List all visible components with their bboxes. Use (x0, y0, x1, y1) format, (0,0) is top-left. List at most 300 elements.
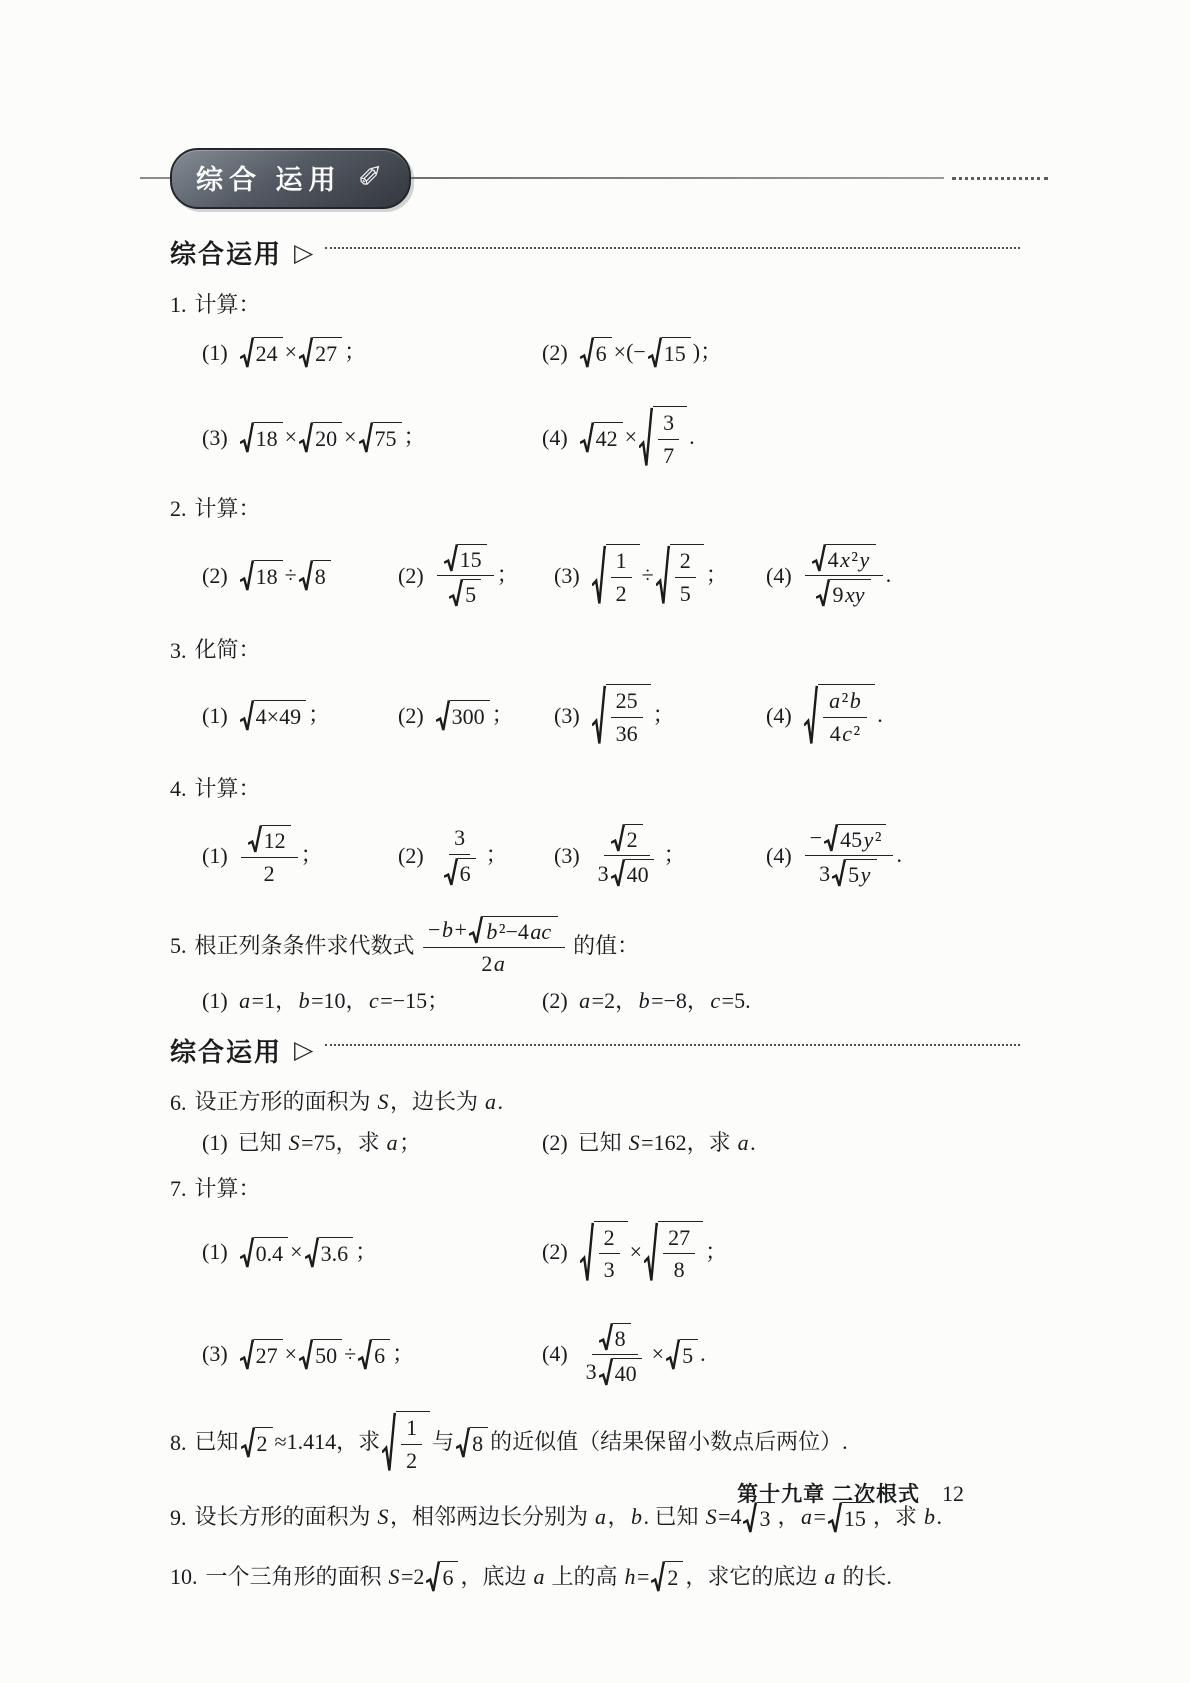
numerator (592, 1322, 638, 1355)
radical-sign (824, 824, 838, 852)
denominator (442, 576, 488, 608)
math-expression: 已知 2 ≈1.414，求 $\frac{1}{2}$ 与 8 的近似值（结果保留小数点后两位）. (195, 1411, 848, 1474)
radical-sign (240, 337, 254, 369)
triangle-icon: ▷ (294, 1037, 314, 1065)
fraction (658, 409, 679, 469)
problem-number: 5. (170, 932, 187, 958)
item-number: (1) (202, 988, 228, 1014)
radicand: 0.4 (254, 1237, 289, 1269)
math-expression: $\frac{1}{2}$ ÷ $\frac{2}{5}$ ； (590, 544, 728, 607)
radical-sign (359, 422, 373, 454)
math-expression: 8 3 40 × 5 . (578, 1322, 706, 1388)
radicand (396, 1411, 430, 1474)
radical (639, 406, 687, 469)
radical-sign (580, 422, 594, 454)
math-expression: 已知 S =75，求 a ； (238, 1129, 421, 1158)
exercise-item (542, 406, 1020, 469)
radical (359, 422, 402, 454)
fraction (611, 687, 643, 747)
numerator (241, 824, 298, 857)
radicand: 27 (254, 1339, 283, 1371)
radicand: 8 (613, 1323, 631, 1351)
radical (648, 337, 691, 369)
radical-sign (592, 684, 606, 747)
item-number: (2) (542, 339, 568, 365)
variable: b (298, 988, 310, 1014)
radical-sign (444, 544, 458, 572)
radical (299, 560, 331, 592)
radicand: 300 (450, 700, 490, 732)
fraction (423, 915, 565, 978)
numerator: 2 (599, 1224, 620, 1254)
radicand: 40 (625, 859, 654, 887)
problem-number: 1. (170, 292, 187, 317)
content-blocks (170, 234, 1020, 1593)
radical-sign (299, 422, 313, 454)
numerator: 1 (611, 547, 632, 577)
radicand: 20 (313, 422, 342, 454)
math-expression: $\frac{12}{2}$ ； (238, 824, 323, 887)
fraction (593, 823, 661, 889)
rule-left-segment (140, 177, 170, 179)
problem (170, 915, 1020, 1016)
denominator: 3 (603, 1257, 615, 1283)
radicand: 5 y (846, 859, 877, 887)
denominator (809, 576, 878, 608)
variable: a (801, 1504, 812, 1530)
variable: b (849, 688, 861, 714)
variable: y (863, 826, 874, 852)
exercise-item (766, 823, 1020, 889)
problem-title: 计算： (194, 495, 261, 521)
variable: S (628, 1129, 640, 1155)
radical (299, 1339, 342, 1371)
radicand: b ²−4 ac (483, 916, 558, 944)
item-number: (3) (202, 424, 228, 450)
denominator: 2 (406, 1447, 418, 1473)
problem (170, 1173, 1020, 1387)
radical-sign (449, 579, 463, 607)
radical (444, 544, 487, 572)
radical (469, 916, 558, 944)
item-number: (1) (202, 842, 228, 868)
denominator: 5 (679, 580, 691, 606)
radical (449, 579, 481, 607)
radical-sign (240, 422, 254, 454)
variable: a (829, 688, 841, 714)
problem-number: 7. (170, 1176, 187, 1202)
exercise-item (398, 543, 554, 609)
exercise-item (398, 824, 554, 887)
triangle-icon: ▷ (294, 239, 314, 267)
radicand: 75 (373, 422, 402, 454)
radical-sign (656, 544, 670, 607)
problem-items (170, 543, 1020, 609)
numerator: 3 (449, 824, 470, 854)
section-banner (170, 148, 411, 209)
item-number: (4) (766, 562, 792, 588)
radical-sign (812, 544, 826, 572)
radical (599, 1358, 642, 1386)
radicand (653, 406, 687, 469)
denominator: 3 40 (581, 1355, 649, 1387)
radical-sign (240, 1339, 254, 1371)
denominator: 3 40 (593, 856, 661, 888)
exercise-item (202, 337, 542, 369)
radicand: 6 (594, 337, 612, 369)
math-expression: 18 ÷ 8 (238, 560, 333, 592)
item-number: (2) (542, 1239, 568, 1265)
radical-sign (816, 579, 830, 607)
radical-sign (644, 1221, 658, 1284)
item-number: (4) (766, 842, 792, 868)
item-number: (2) (542, 1129, 568, 1155)
math-expression: 42 × $\frac{3}{7}$ . (578, 406, 695, 469)
radicand: 2 (625, 824, 643, 852)
radical-sign (611, 824, 625, 852)
fraction (437, 824, 483, 887)
radical (824, 824, 886, 852)
problem-heading (170, 493, 1020, 525)
problem-items (170, 987, 1020, 1016)
radical-sign (240, 700, 254, 732)
radical-sign (444, 858, 458, 886)
exercise-item (202, 560, 398, 592)
numerator (604, 823, 650, 856)
radical (651, 1561, 683, 1593)
radicand: 40 (613, 1358, 642, 1386)
rule-dotted-end (952, 177, 1048, 180)
math-expression: 已知 S =162，求 a . (578, 1129, 756, 1158)
problem-heading (170, 915, 1020, 978)
fraction (241, 824, 298, 887)
radical-sign (599, 1358, 613, 1386)
section-title: 综合运用 (170, 1037, 283, 1067)
radical (240, 422, 283, 454)
radicand: 5 (680, 1339, 698, 1371)
variable: c (842, 720, 853, 746)
numerator: 3 (658, 409, 679, 439)
radical (240, 1339, 283, 1371)
radical (305, 1237, 354, 1269)
math-expression: 设长方形的面积为 S ，相邻两边长分别为 a ， b . 已知 S =4 3 ， a = 15 ，求 b . (195, 1502, 942, 1534)
radicand (818, 684, 876, 747)
radical (580, 422, 623, 454)
exercise-item (542, 1322, 1020, 1388)
variable: h (624, 1563, 636, 1589)
radical-sign (651, 1561, 665, 1593)
item-number: (2) (398, 842, 424, 868)
radical-sign (580, 1221, 594, 1284)
math-expression: 300 ； (434, 700, 514, 732)
math-expression: $\frac{25}{36}$ ； (590, 684, 675, 747)
exercise-item (202, 1237, 542, 1269)
item-number: (3) (554, 562, 580, 588)
numerator: − b + b ²−4 ac (423, 915, 565, 948)
item-number: (2) (398, 702, 424, 728)
radical (248, 825, 291, 853)
radical-sign (639, 406, 653, 469)
math-expression: 4×49 ； (238, 700, 330, 732)
radicand (594, 1221, 628, 1284)
radical (656, 544, 704, 607)
problem (170, 1561, 1020, 1593)
radical-sign (456, 1427, 470, 1459)
problem-number: 6. (170, 1089, 187, 1115)
problem-number: 9. (170, 1504, 187, 1530)
radical-sign (299, 560, 313, 592)
variable: a (579, 988, 591, 1014)
radical-sign (358, 1339, 372, 1371)
math-expression: $\frac{3}{6}$ ； (434, 824, 508, 887)
math-expression: 27 × 50 ÷ 6 ； (238, 1339, 415, 1371)
exercise-item (542, 1221, 1020, 1284)
radical-sign (611, 859, 625, 887)
problem (170, 289, 1020, 469)
radical (456, 1427, 488, 1459)
radical-sign (426, 1561, 440, 1593)
radicand: 5 (463, 579, 481, 607)
math-expression: − 45 y ² 3 5 y . (802, 823, 902, 889)
exercise-item (766, 543, 1020, 609)
item-number: (4) (542, 1341, 568, 1367)
problem-title: 设正方形的面积为 S ，边长为 a . (195, 1088, 504, 1117)
radical (382, 1411, 430, 1474)
math-expression: 2 3 40 ； (590, 823, 686, 889)
radical (580, 337, 612, 369)
denominator: 2 (263, 860, 275, 886)
numerator (437, 543, 494, 576)
radical-sign (248, 825, 262, 853)
math-expression: 4 x ² y 9 xy . (802, 543, 892, 609)
variable: b (638, 988, 650, 1014)
problem-number: 4. (170, 776, 187, 802)
exercise-item (542, 1129, 1020, 1158)
variable: b (631, 1504, 643, 1530)
radical (240, 560, 283, 592)
problem-items (170, 337, 1020, 469)
item-number: (4) (542, 424, 568, 450)
problem-number: 10. (170, 1564, 198, 1590)
numerator: a ² b (823, 687, 868, 717)
problem (170, 635, 1020, 747)
problem (170, 493, 1020, 608)
radicand: 9 xy (830, 579, 871, 607)
fraction (823, 687, 868, 747)
radical (816, 579, 871, 607)
fraction (581, 1322, 649, 1388)
problem-number: 3. (170, 637, 187, 663)
radicand: 15 (842, 1502, 871, 1534)
radical-sign (666, 1339, 680, 1371)
variable: b (923, 1504, 935, 1530)
item-number: (1) (202, 1239, 228, 1265)
radical (299, 337, 342, 369)
exercise-item (766, 684, 1020, 747)
item-number: (2) (542, 988, 568, 1014)
math-expression: 24 × 27 ； (238, 337, 366, 369)
variable: a (533, 1563, 545, 1589)
dotted-leader (325, 1044, 1020, 1046)
radical (241, 1427, 273, 1459)
radical-sign (580, 337, 594, 369)
radicand: 18 (254, 560, 283, 592)
variable: S (377, 1504, 389, 1530)
variable: b (486, 918, 498, 944)
denominator: 36 (615, 720, 638, 746)
problem (170, 773, 1020, 888)
radicand: 15 (662, 337, 691, 369)
radical (592, 684, 651, 747)
section-title: 综合运用 (170, 240, 283, 269)
radical (599, 1323, 631, 1351)
denominator: 4 c ² (829, 720, 861, 746)
radical (240, 337, 283, 369)
pencil-icon: ✐ (357, 160, 383, 194)
variable: a (485, 1089, 497, 1115)
problem-title: 计算： (194, 291, 261, 317)
math-expression: a =2， b =−8， c =5. (578, 987, 751, 1016)
section-header (170, 234, 1020, 271)
math-expression: a =1， b =10， c =−15； (238, 987, 449, 1016)
variable: a (824, 1563, 836, 1589)
variable: S (388, 1563, 400, 1589)
variable: a (239, 988, 251, 1014)
exercise-item (202, 987, 542, 1016)
math-expression: a ² b 4 c ² . (802, 684, 883, 747)
section-header (170, 1032, 1020, 1069)
radical-sign (599, 1323, 613, 1351)
exercise-item (202, 1339, 542, 1371)
exercise-item (398, 700, 554, 732)
problem-title: 化简： (194, 637, 261, 663)
problem-heading (170, 1173, 1020, 1205)
rule-line (411, 177, 944, 179)
item-number: (2) (398, 562, 424, 588)
radicand (670, 544, 704, 607)
radicand: 2 (255, 1427, 273, 1459)
variable: ac (530, 918, 552, 944)
radical-sign (305, 1237, 319, 1269)
radical (358, 1339, 390, 1371)
page-footer (737, 1478, 964, 1508)
exercise-item (554, 823, 766, 889)
radical (832, 859, 877, 887)
radical (592, 544, 640, 607)
radical (804, 684, 876, 747)
fraction (599, 1224, 620, 1284)
radicand: 8 (470, 1427, 488, 1459)
radicand: 18 (254, 422, 283, 454)
radicand: 27 (313, 337, 342, 369)
problem (170, 1411, 1020, 1474)
radical-sign (804, 684, 818, 747)
problem-title: 根正列条条件求代数式 − b + b ²−4 ac 2 a 的值： (195, 915, 640, 978)
header-banner-row (140, 148, 1048, 208)
radical-sign (832, 859, 846, 887)
problem-heading (170, 635, 1020, 667)
variable: c (710, 988, 721, 1014)
numerator: 2 (675, 547, 696, 577)
variable: b (441, 917, 453, 943)
problem-heading (170, 773, 1020, 805)
numerator: − 45 y ² (805, 823, 894, 856)
chapter-label: 第十九章 二次根式 (737, 1483, 920, 1506)
problem-items (170, 823, 1020, 889)
radical (580, 1221, 628, 1284)
radicand: 3 (757, 1502, 775, 1534)
fraction (611, 547, 632, 607)
radical (611, 824, 643, 852)
math-expression: $\frac{15}{5}$ ； (434, 543, 519, 609)
variable: y (860, 862, 871, 888)
denominator (437, 855, 483, 887)
radicand: 45 y ² (838, 824, 886, 852)
exercise-item (542, 987, 1020, 1016)
problem-number: 8. (170, 1429, 187, 1455)
radicand: 42 (594, 422, 623, 454)
math-expression: 6 ×(− 15 )； (578, 337, 722, 369)
variable: x (840, 546, 850, 572)
denominator: 8 (673, 1257, 685, 1283)
radicand: 8 (313, 560, 331, 592)
page-number: 12 (942, 1481, 964, 1506)
radicand: 2 (665, 1561, 683, 1593)
numerator: 25 (611, 687, 643, 717)
variable: S (705, 1504, 717, 1530)
radical-sign (240, 560, 254, 592)
exercise-item (554, 544, 766, 607)
denominator: 3 5 y (814, 856, 884, 888)
problem (170, 1087, 1020, 1157)
fraction (675, 547, 696, 607)
radical (240, 700, 306, 732)
fraction (805, 543, 883, 609)
radicand: 4 x ² y (826, 544, 876, 572)
radical-sign (240, 1237, 254, 1269)
radicand: 3.6 (319, 1237, 354, 1269)
item-number: (3) (554, 702, 580, 728)
radical-sign (299, 337, 313, 369)
radical-sign (382, 1411, 396, 1474)
radical (240, 1237, 289, 1269)
radical-sign (592, 544, 606, 607)
radical-sign (648, 337, 662, 369)
radical (812, 544, 876, 572)
fraction (437, 543, 494, 609)
radical-sign (436, 700, 450, 732)
problem-items (170, 1129, 1020, 1158)
banner-label: 综合 运用 (196, 164, 342, 195)
radicand: 12 (262, 825, 291, 853)
variable: y (859, 546, 870, 572)
numerator: 27 (663, 1224, 695, 1254)
radicand (606, 684, 651, 747)
radicand: 6 (458, 858, 476, 886)
fraction (401, 1414, 422, 1474)
exercise-item (202, 824, 398, 887)
variable: c (369, 988, 379, 1014)
item-number: (4) (766, 702, 792, 728)
exercise-item (542, 337, 1020, 369)
radicand (606, 544, 640, 607)
item-number: (1) (202, 1129, 228, 1155)
radical (666, 1339, 698, 1371)
math-expression: 18 × 20 × 75 ； (238, 422, 426, 454)
radicand: 15 (458, 544, 487, 572)
numerator (805, 543, 883, 576)
variable: xy (844, 582, 865, 608)
